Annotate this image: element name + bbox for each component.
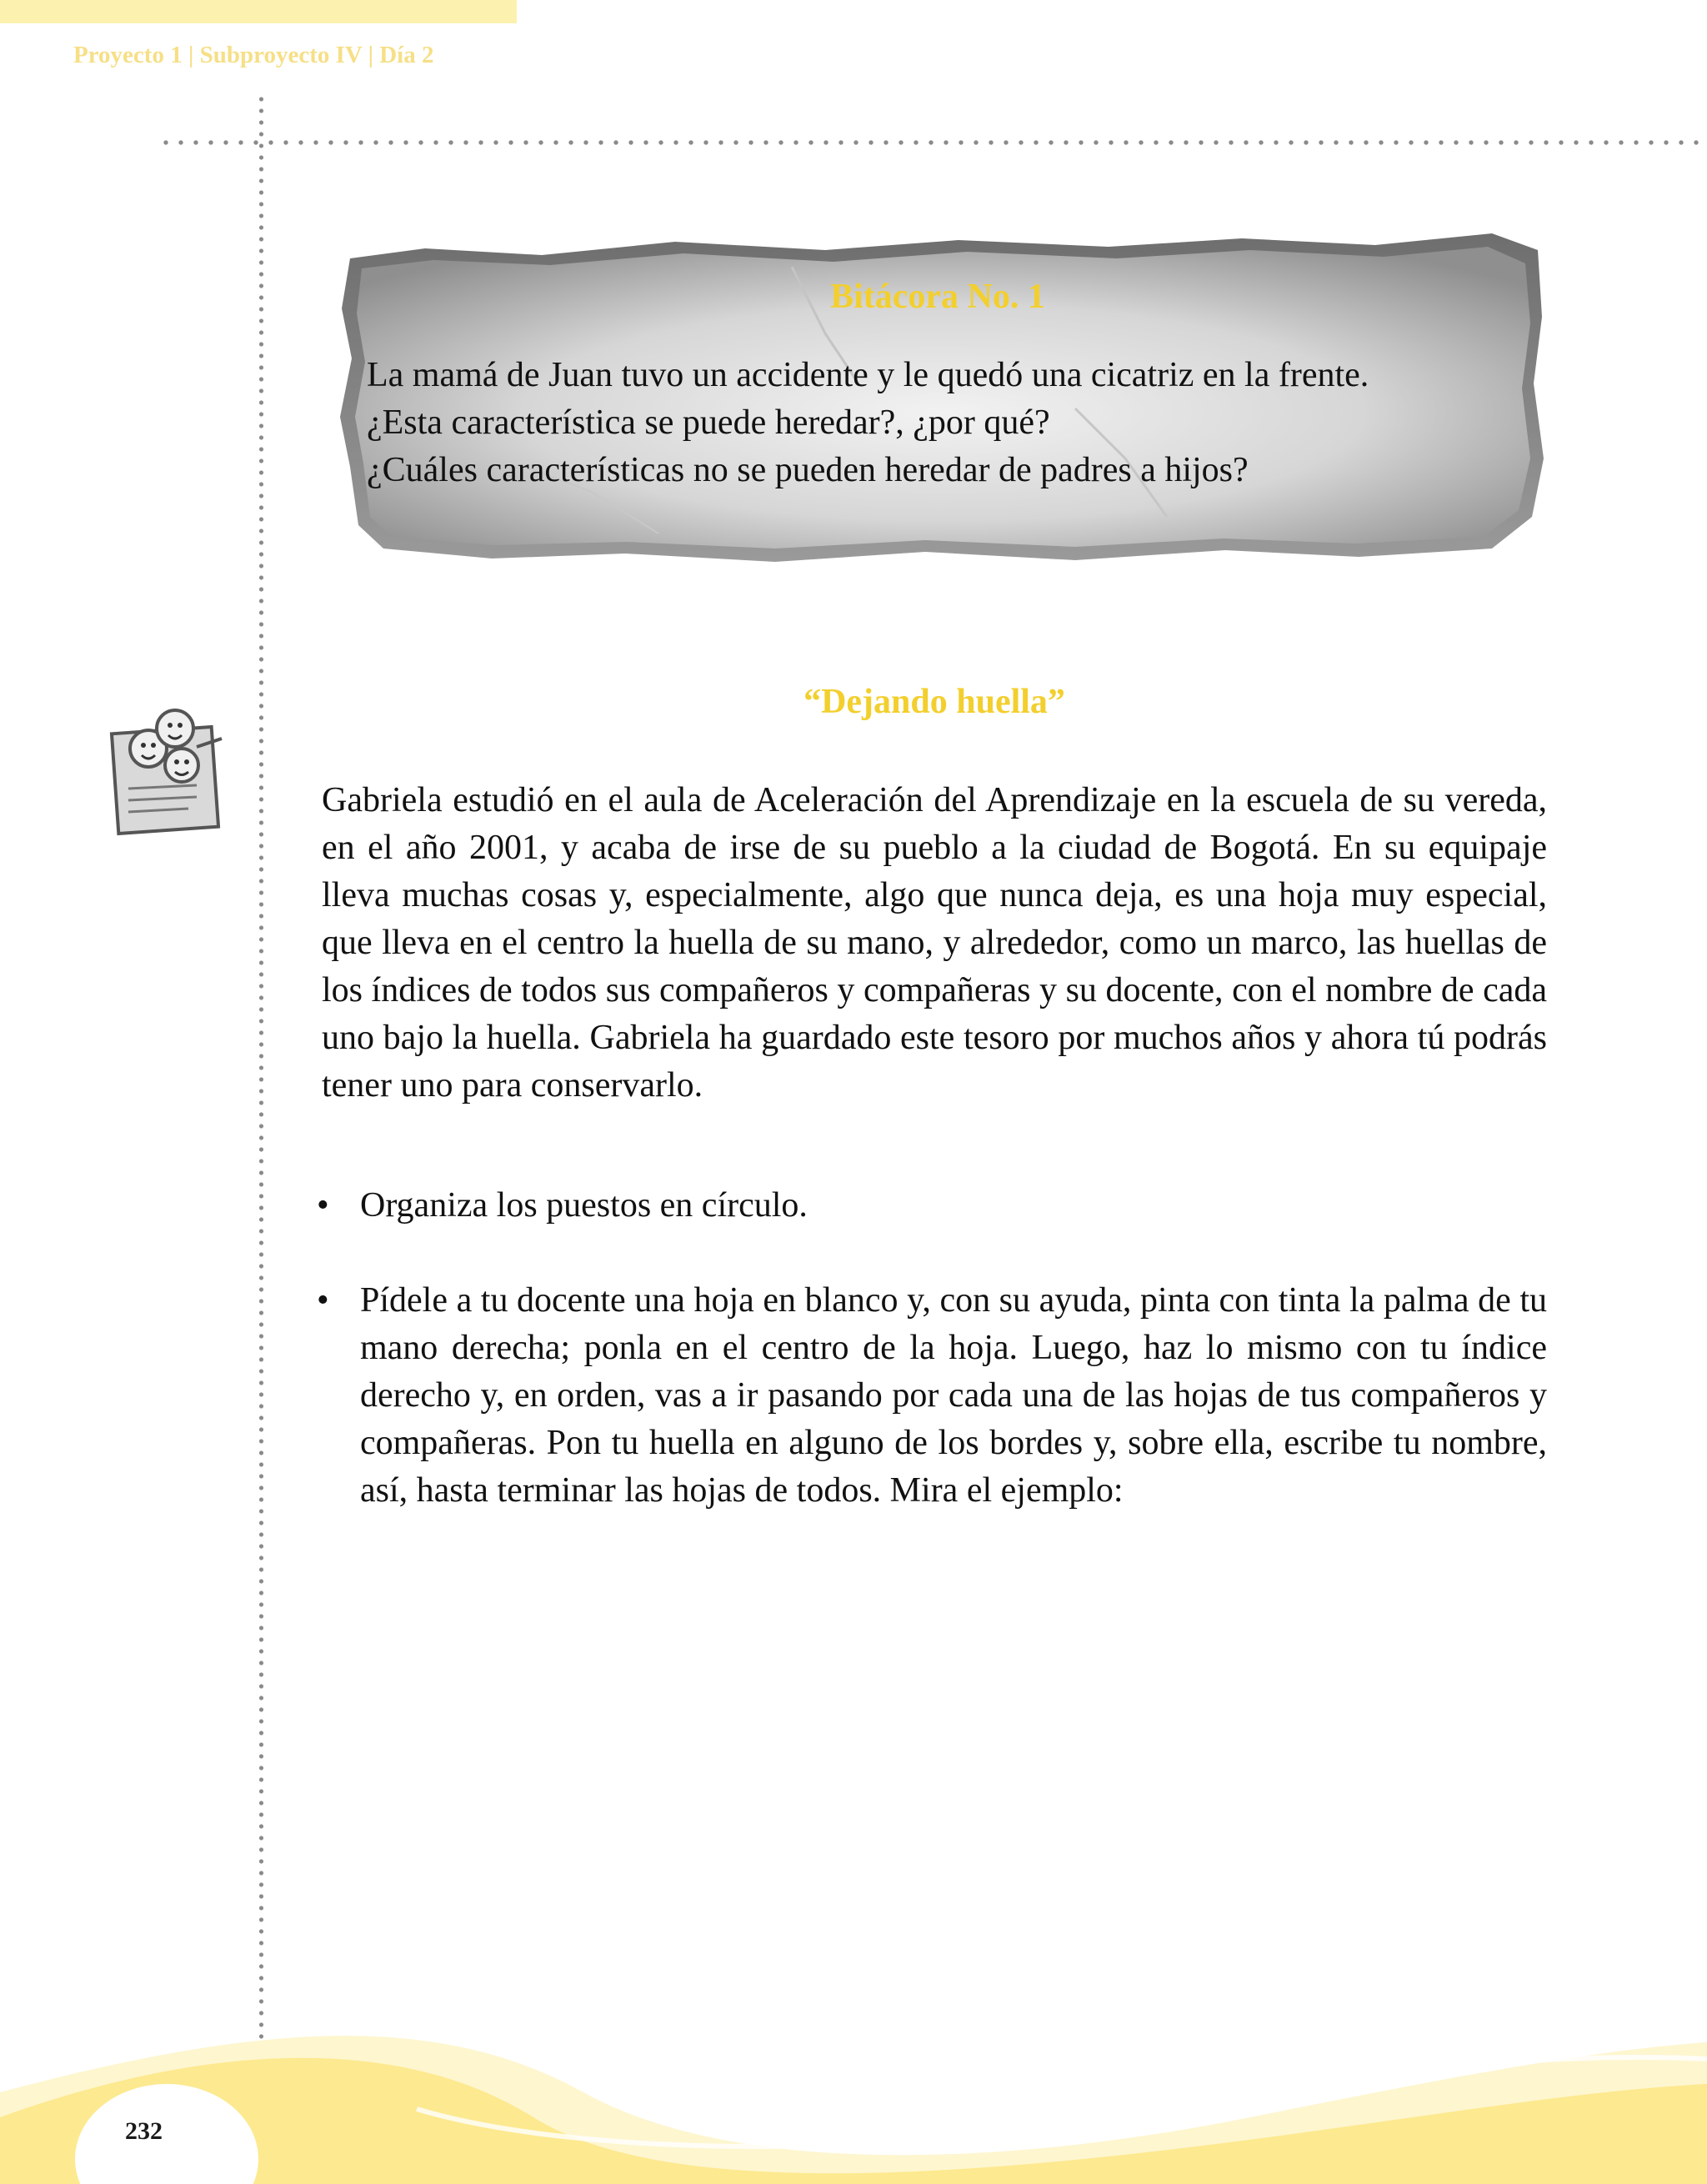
bitacora-line: ¿Esta característica se puede heredar?, ¿por qué? (367, 403, 1050, 442)
bullet-marker: • (317, 1186, 329, 1225)
page-breadcrumb: Proyecto 1 | Subproyecto IV | Día 2 (73, 42, 434, 68)
bitacora-questions (367, 352, 1550, 494)
top-accent-bar (0, 0, 517, 23)
page-number: 232 (125, 2117, 163, 2145)
instruction-item (317, 1182, 1547, 1230)
horizontal-dotted-divider (158, 140, 1707, 145)
bitacora-title: Bitácora No. 1 (830, 278, 1045, 316)
reading-title: “Dejando huella” (803, 683, 1065, 721)
instruction-text: Organiza los puestos en círculo. (360, 1186, 808, 1225)
bitacora-line: La mamá de Juan tuvo un accidente y le quedó una cicatriz en la frente. (367, 356, 1369, 394)
instruction-item (317, 1277, 1547, 1515)
footer-wave (0, 1992, 1707, 2184)
bullet-marker: • (317, 1281, 329, 1320)
reading-paragraph: Gabriela estudió en el aula de Aceleración del Aprendizaje en la escuela de su vereda, en el año 2001, y acaba de irse de su pueblo a la ciudad de Bogotá. En su equipaje lleva muchas cosas y, especialmente, algo que nunca deja, es una hoja muy especial, que lleva en el centro la huella de su mano, y alrededor, como un marco, las huellas de los índices de todos sus compañeros y compañeras y su docente, con el nombre de cada uno bajo la huella. Gabriela ha guardado este tesoro por muchos años y ahora tú podrás tener uno para conservarlo. (322, 781, 1547, 1105)
vertical-dotted-divider (259, 93, 263, 2094)
bitacora-line: ¿Cuáles características no se pueden heredar de padres a hijos? (367, 451, 1249, 489)
bitacora-box (325, 217, 1550, 575)
children-reading-icon (105, 697, 230, 839)
instruction-text: Pídele a tu docente una hoja en blanco y, con su ayuda, pinta con tinta la palma de tu mano derecha; ponla en el centro de la hoja. Luego, haz lo mismo con tu índice derecho y, en orden, vas a ir pasando por cada una de las hojas de tus compañeros y compañeras. Pon tu huella en alguno de los bordes y, sobre ella, escribe tu nombre, así, hasta terminar las hojas de todos. Mira el ejemplo: (360, 1281, 1547, 1510)
